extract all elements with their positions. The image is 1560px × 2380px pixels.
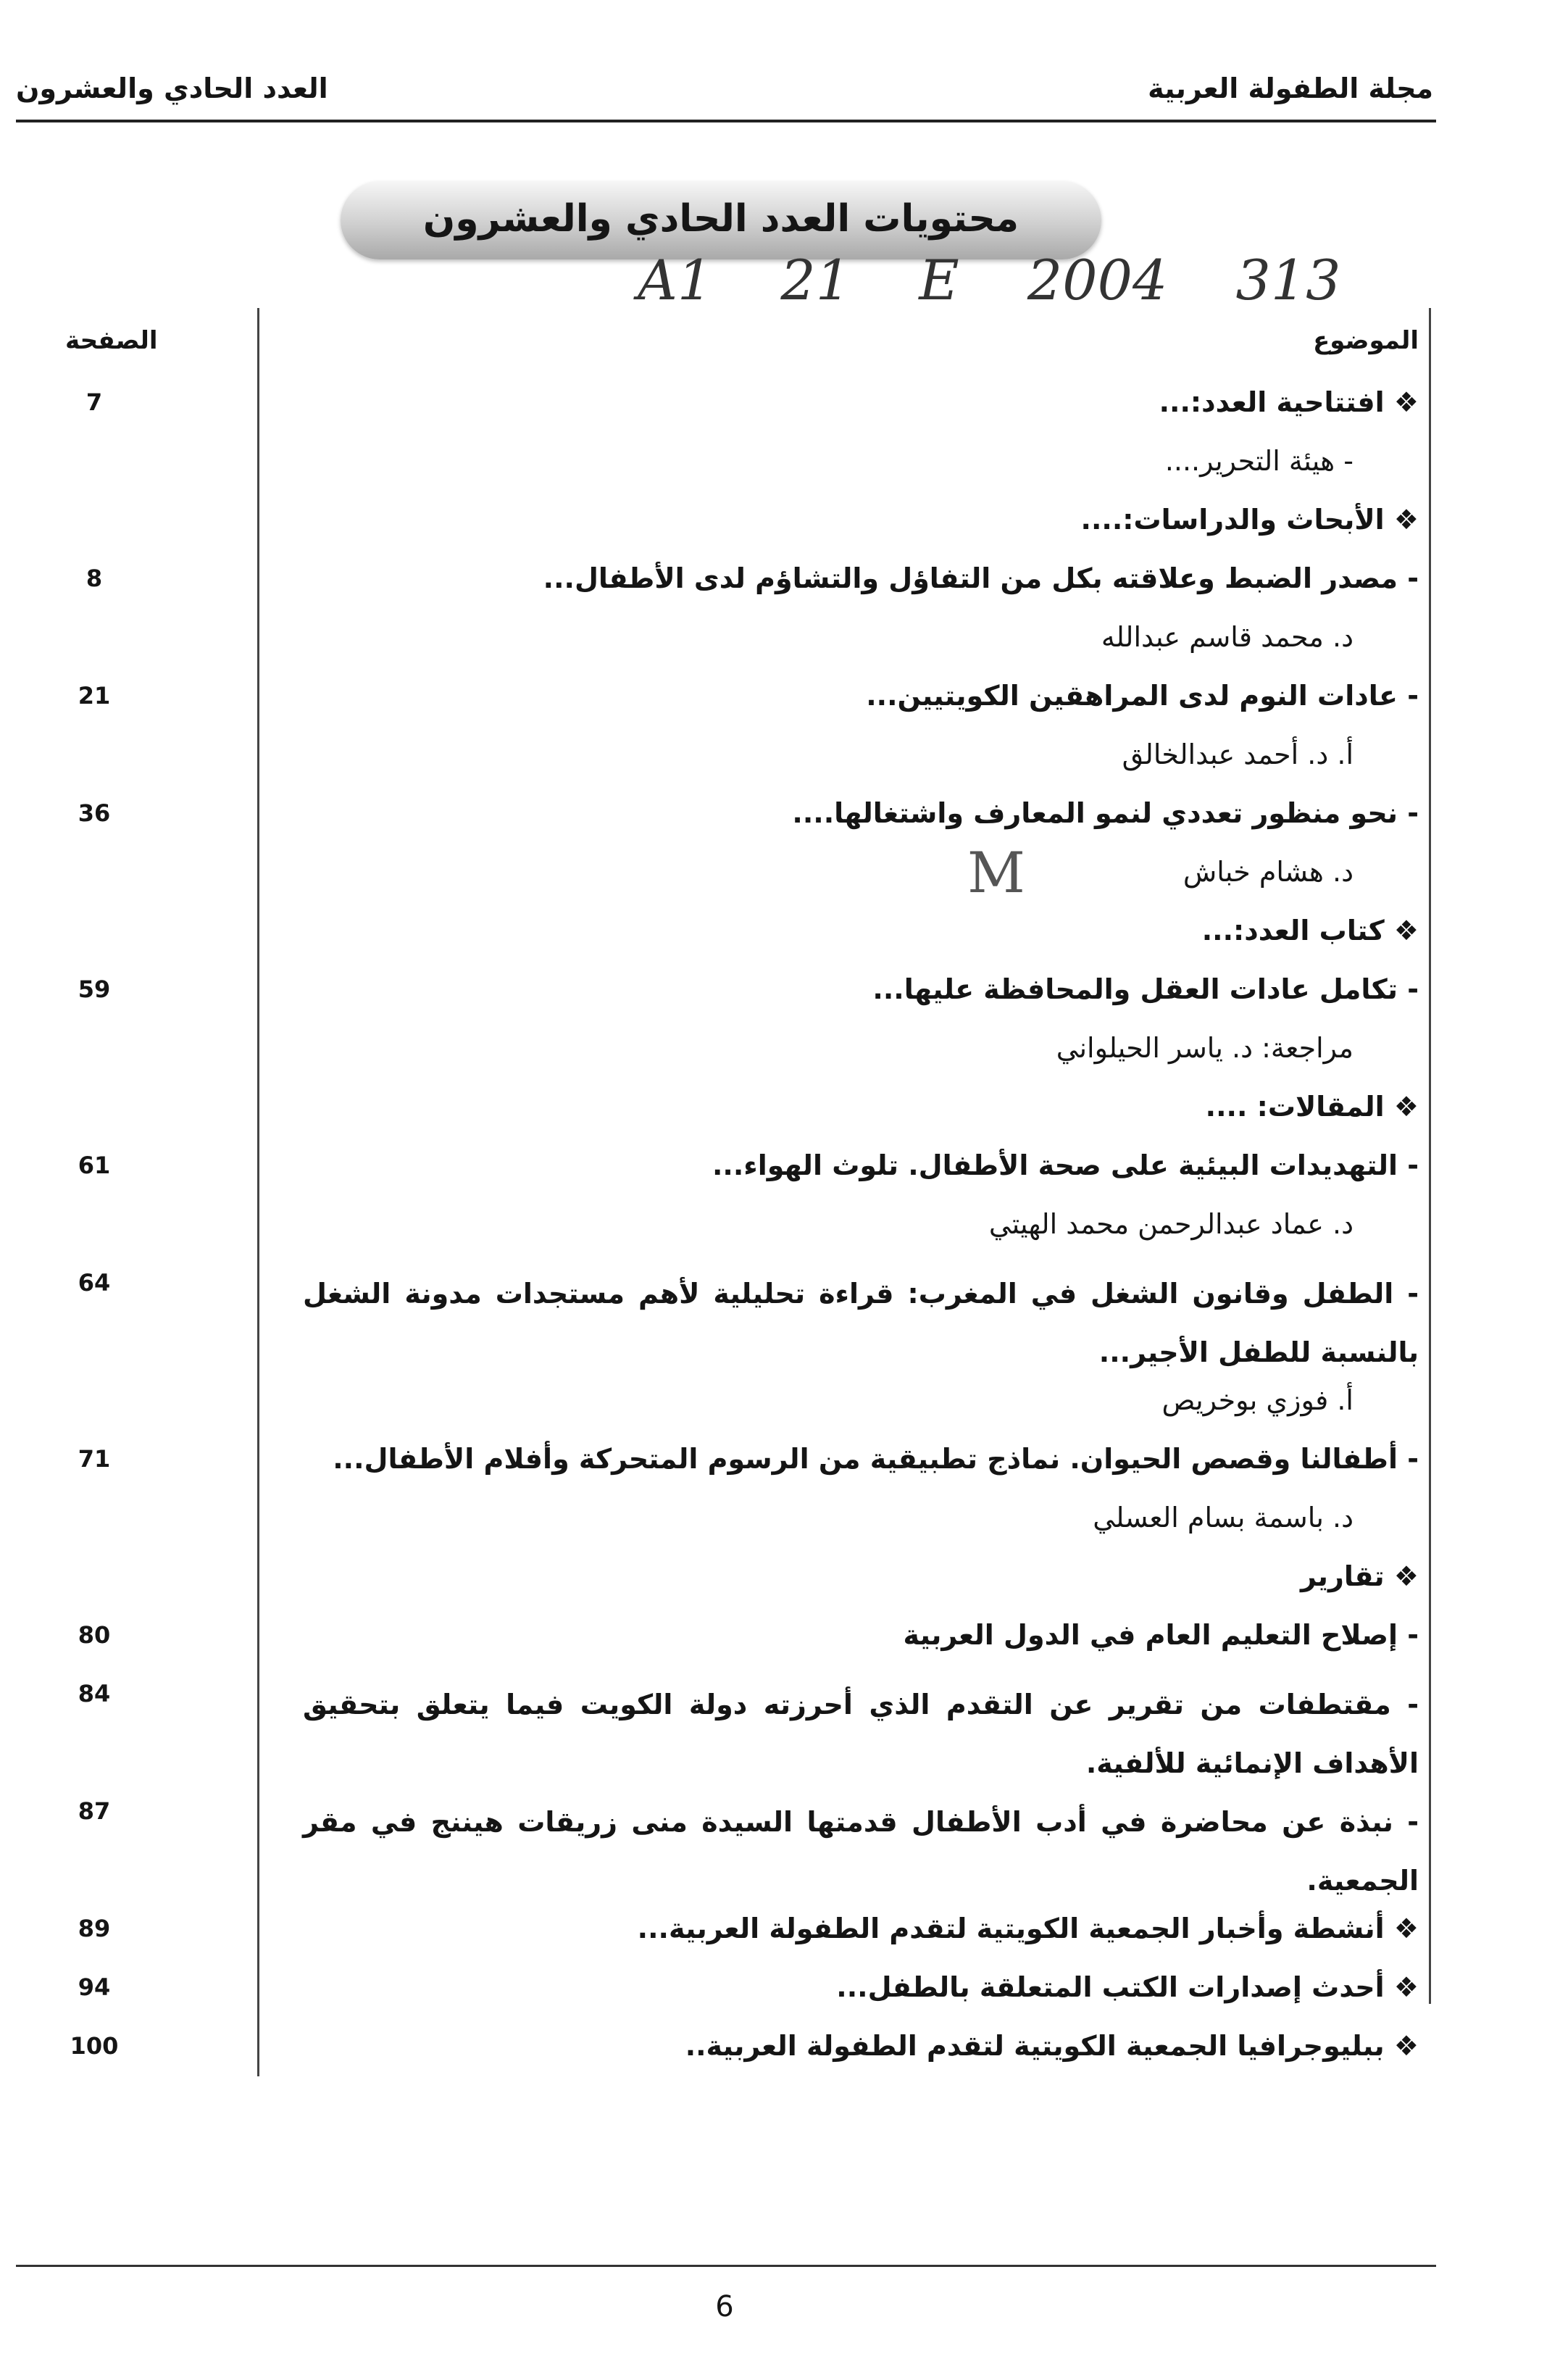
toc-section: ❖ تقارير — [1301, 1560, 1419, 1592]
toc-page-number: 87 — [78, 1797, 111, 1825]
toc-page-number: 64 — [78, 1269, 111, 1297]
footer-rule — [16, 2265, 1436, 2267]
toc-page-number: 89 — [78, 1915, 111, 1942]
toc-author: أ. فوزي بوخريص — [1161, 1384, 1353, 1416]
handwritten-mark: M — [967, 841, 1025, 906]
toc-item: - نبذة عن محاضرة في أدب الأطفال قدمتها السيدة منى زريقات هيننج في مقر الجمعية. — [303, 1806, 1419, 1897]
page-title: محتويات العدد الحادي والعشرون — [422, 197, 1019, 241]
toc-author: أ. د. أحمد عبدالخالق — [1122, 738, 1353, 770]
issue-name: العدد الحادي والعشرون — [16, 72, 328, 104]
toc-item: - مقتطفات من تقرير عن التقدم الذي أحرزته دولة الكويت فيما يتعلق بتحقيق الأهداف الإنمائية للألفية. — [303, 1689, 1419, 1779]
toc-author: د. باسمة بسام العسلي — [1093, 1502, 1353, 1534]
handwritten-note: A1 21 E 2004 313 — [638, 248, 1341, 312]
toc-item: - إصلاح التعليم العام في الدول العربية — [903, 1619, 1419, 1651]
page-column-label: الصفحة — [65, 326, 158, 355]
toc-page-number: 94 — [78, 1973, 111, 2001]
toc-section: ❖ المقالات: .... — [1205, 1091, 1419, 1123]
toc-section: ❖ الأبحاث والدراسات:.... — [1080, 504, 1419, 536]
toc-item: - تكامل عادات العقل والمحافظة عليها... — [872, 973, 1419, 1005]
toc-item: - أطفالنا وقصص الحيوان. نماذج تطبيقية من الرسوم المتحركة وأفلام الأطفال... — [333, 1443, 1419, 1475]
toc-author: مراجعة: د. ياسر الحيلواني — [1056, 1032, 1353, 1064]
toc-page-number: 59 — [78, 975, 111, 1003]
toc-author: - هيئة التحرير.... — [1164, 445, 1353, 477]
page-number: 6 — [715, 2290, 734, 2323]
toc-author: د. محمد قاسم عبدالله — [1101, 621, 1353, 653]
toc-page-number: 21 — [78, 682, 111, 710]
toc-section: ❖ أنشطة وأخبار الجمعية الكويتية لتقدم الطفولة العربية... — [637, 1913, 1419, 1944]
toc-page-number: 61 — [78, 1152, 111, 1179]
toc-page-number: 36 — [78, 799, 111, 827]
toc-page-number: 100 — [70, 2032, 119, 2060]
toc-author: د. عماد عبدالرحمن محمد الهيتي — [988, 1208, 1353, 1240]
toc-page-number: 80 — [78, 1621, 111, 1649]
toc-author: د. هشام خباش — [1182, 856, 1353, 888]
toc-section: ❖ أحدث إصدارات الكتب المتعلقة بالطفل... — [836, 1971, 1419, 2003]
toc-item: - مصدر الضبط وعلاقته بكل من التفاؤل والتشاؤم لدى الأطفال... — [543, 562, 1419, 594]
toc-item: - التهديدات البيئية على صحة الأطفال. تلوث الهواء... — [712, 1149, 1419, 1181]
toc-page-number: 7 — [85, 388, 103, 416]
toc-page-number: 84 — [78, 1680, 111, 1707]
topic-column-label: الموضوع — [1313, 326, 1419, 355]
toc-section: ❖ افتتاحية العدد:... — [1159, 386, 1419, 418]
toc-item: - عادات النوم لدى المراهقين الكويتيين... — [866, 680, 1419, 712]
toc-section: ❖ كتاب العدد:... — [1201, 915, 1419, 946]
toc-item: - الطفل وقانون الشغل في المغرب: قراءة تحليلية لأهم مستجدات مدونة الشغل بالنسبة للطفل الأجير... — [303, 1278, 1419, 1368]
toc-item: - نحو منظور تعددي لنمو المعارف واشتغالها.... — [792, 797, 1419, 829]
journal-name: مجلة الطفولة العربية — [1148, 72, 1433, 104]
toc-page-number: 8 — [85, 565, 103, 592]
toc-page-number: 71 — [78, 1445, 111, 1473]
toc-section: ❖ ببليوجرافيا الجمعية الكويتية لتقدم الطفولة العربية.. — [685, 2030, 1419, 2062]
